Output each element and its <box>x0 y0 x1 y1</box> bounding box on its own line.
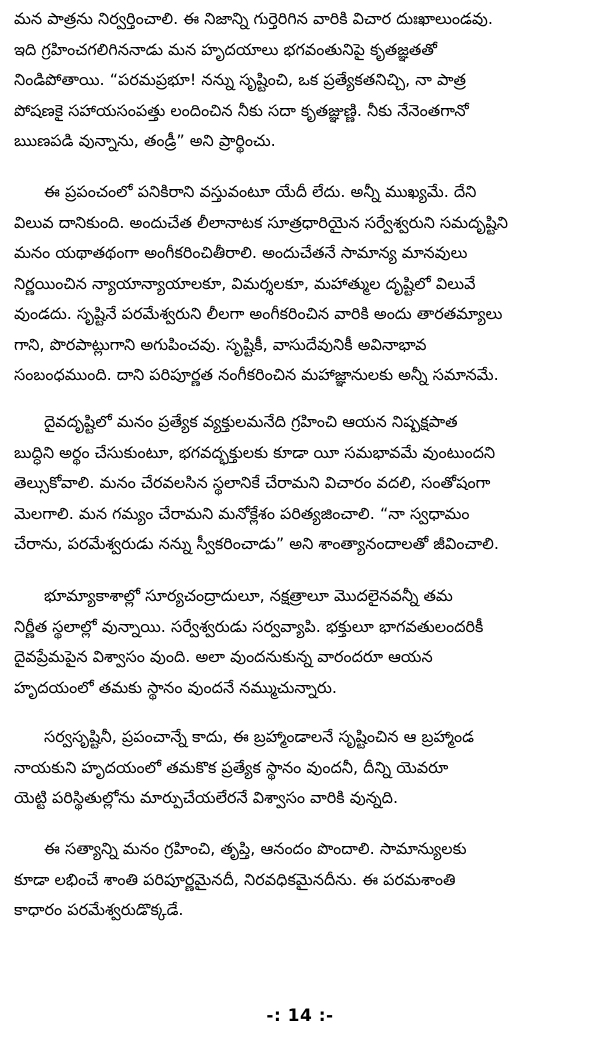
text-line: గాని, పొరపాట్లుగాని అగుపించవు. సృష్టికీ, వాసుదేవునికీ అవినాభావ <box>14 334 427 354</box>
text-line: సర్వసృష్టినీ, ప్రపంచాన్నే కాదు, ఈ బ్రహ్మాండాలనే సృష్టించిన ఆ బ్రహ్మాండ <box>44 727 474 746</box>
text-line: నిర్ణీత స్థలాల్లో వున్నాయి. సర్వేశ్వరుడు సర్వవ్యాపి. భక్తులూ భాగవతులందరికీ <box>14 616 484 636</box>
text-line: భూమ్యాకాశాల్లో సూర్యచంద్రాదులూ, నక్షత్రాలూ మొదలైనవన్నీ తమ <box>44 586 453 605</box>
paragraph-1 <box>14 4 586 157</box>
text-line: కాధారం పరమేశ్వరుడొక్కడే. <box>14 900 184 919</box>
text-line: పోషణకై సహాయసంపత్తు లందించిన నీకు సదా కృతజ్ఞుణ్ణి. నీకు నేనెంతగానో <box>14 100 469 120</box>
text-line: ఈ సత్యాన్ని మనం గ్రహించి, తృప్తి, ఆనందం పొందాలి. సామాన్యులకు <box>44 839 467 858</box>
text-line: నాయకుని హృదయంలో తమకొక ప్రత్యేక స్థానం వుందనీ, దీన్ని యెవరూ <box>14 757 449 777</box>
paragraph-3 <box>14 407 586 560</box>
text-line: ఇది గ్రహించగలిగిననాడు మన హృదయాలు భగవంతునిపై కృతజ్ఞతతో <box>14 39 437 59</box>
text-line: మన పాత్రను నిర్వర్తించాలి. ఈ నిజాన్ని గుర్తెరిగిన వారికి విచార దుఃఖాలుండవు. <box>14 9 493 28</box>
text-line: ఈ ప్రపంచంలో పనికిరాని వస్తువంటూ యేదీ లేదు. అన్నీ ముఖ్యమే. దేని <box>44 182 477 201</box>
text-line: దైవప్రేమపైన విశ్వాసం వుంది. అలా వుందనుకున్న వారందరూ ఆయన <box>14 647 433 666</box>
text-line: మెలగాలి. మన గమ్యం చేరామని మనోక్లేశం పరిత్యజించాలి. “నా స్వధామం <box>14 503 470 523</box>
text-line: చేరాను, పరమేశ్వరుడు నన్ను స్వీకరించాడు” అని శాంత్యానందాలతో జీవించాలి. <box>14 534 499 553</box>
text-line: కూడా లభించే శాంతి పరిపూర్ణమైనదీ, నిరవధికమైనదీను. ఈ పరమశాంతి <box>14 869 456 889</box>
text-line: తెల్సుకోవాలి. మనం చేరవలసిన స్థలానికే చేరామని విచారం వదలి, సంతోషంగా <box>14 473 491 492</box>
paragraph-5 <box>14 722 586 814</box>
text-line: దైవదృష్టిలో మనం ప్రత్యేక వ్యక్తులమనేది గ్రహించి ఆయన నిష్పక్షపాత <box>44 412 458 431</box>
paragraph-2 <box>14 177 586 391</box>
text-line: బుద్ధిని అర్థం చేసుకుంటూ, భగవద్భక్తులకు కూడా యీ సమభావమే వుంటుందని <box>14 442 496 462</box>
text-line: వుండదు. సృష్టినే పరమేశ్వరుని లీలగా అంగీకరించిన వారికి అందు తారతమ్యాలు <box>14 304 503 323</box>
text-line: హృదయంలో తమకు స్థానం వుందనే నమ్ముచున్నారు. <box>14 677 337 697</box>
text-line: మనం యథాతథంగా అంగీకరించితీరాలి. అందుచేతనే సామాన్య మానవులు <box>14 243 468 262</box>
text-line: విలువ దానికుంది. అందుచేత లీలానాటక సూత్రధారియైన సర్వేశ్వరుని సమదృష్టిని <box>14 212 508 232</box>
page-number: -: 14 :- <box>266 1006 334 1026</box>
paragraph-4 <box>14 581 586 703</box>
text-line: ఋణపడి వున్నాను, తండ్రీ” అని ప్రార్థించు. <box>14 131 276 150</box>
paragraph-6 <box>14 834 586 926</box>
text-line: యెట్టి పరిస్థితుల్లోను మార్పుచేయలేరనే విశ్వాసం వారికి వున్నది. <box>14 788 399 807</box>
text-line: నిండిపోతాయి. “పరమప్రభూ! నన్ను సృష్టించి, ఒక ప్రత్యేకతనిచ్చి, నా పాత్ర <box>14 70 466 89</box>
text-line: సంబంధముంది. దాని పరిపూర్ణత నంగీకరించిన మహాజ్ఞానులకు అన్నీ సమానమే. <box>14 365 499 384</box>
text-line: నిర్ణయించిన న్యాయాన్యాయాలకూ, విమర్శలకూ, మహాత్ముల దృష్టిలో విలువే <box>14 273 476 293</box>
